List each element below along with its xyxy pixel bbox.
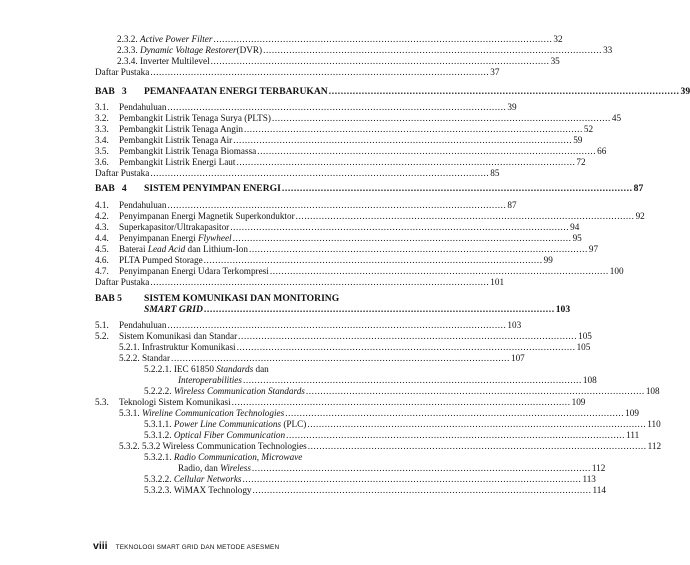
toc-entry — [144, 474, 596, 485]
toc-entry — [144, 452, 354, 463]
toc-entry-continued — [178, 463, 606, 474]
toc-title: 5.3.2 Wireless Communication Technologies — [141, 441, 307, 451]
toc-entry — [95, 135, 583, 146]
toc-page-number: 109 — [625, 408, 639, 418]
toc-number: 3.5. — [95, 146, 109, 156]
toc-title: WiMAX Technology — [173, 485, 252, 495]
toc-number: 2.3.4. — [117, 56, 138, 66]
toc-page-number: 52 — [583, 124, 594, 134]
toc-leader: ..................................................................................................................... — [328, 86, 680, 97]
toc-page-number: 110 — [647, 419, 661, 429]
toc-leader: ..................................................................................................................... — [203, 255, 543, 265]
toc-leader: ..................................................................................................................... — [307, 441, 647, 451]
chapter-title: SISTEM PENYIMPAN ENERGI — [144, 183, 281, 194]
toc-title: Standar — [141, 353, 171, 363]
toc-entry — [95, 277, 505, 288]
toc-title: Pembangkit Listrik Tenaga Biomassa — [119, 146, 257, 156]
toc-entry — [119, 353, 525, 364]
toc-page-number: 94 — [570, 222, 580, 232]
toc-number: 5.3.1.2. — [144, 430, 172, 440]
toc-entry — [95, 168, 500, 179]
toc-entry — [144, 485, 606, 496]
toc-number: 4.4. — [95, 233, 109, 243]
toc-title: Active Power Filter — [139, 34, 213, 44]
toc-title: Wireline Communication Technologies — [141, 408, 285, 418]
toc-page-number: 109 — [571, 397, 586, 407]
toc-entry — [144, 419, 661, 430]
toc-entry — [95, 233, 582, 244]
toc-leader: ..................................................................................................................... — [150, 277, 490, 287]
toc-number: 5.1. — [95, 320, 109, 330]
toc-page-number: 107 — [510, 353, 525, 363]
toc-page-number: 112 — [647, 441, 662, 451]
toc-title-suffix: dan Lithium-Ion — [185, 244, 248, 254]
toc-number: 4.3. — [95, 222, 109, 232]
toc-number: 4.6. — [95, 255, 109, 265]
toc-number: 4.1. — [95, 200, 109, 210]
chapter-title: PEMANFAATAN ENERGI TERBARUKAN — [144, 86, 328, 97]
toc-title-suffix: (DVR) — [236, 45, 263, 55]
toc-title-suffix: Wireless — [220, 463, 251, 473]
toc-title-prefix: Penyimpanan Energi — [119, 233, 198, 243]
toc-entry — [117, 45, 613, 56]
toc-page-number: 87 — [507, 200, 517, 210]
toc-page-number: 101 — [490, 277, 505, 287]
toc-entry — [95, 222, 580, 233]
toc-title: Penyimpanan Energi Magnetik Superkonduktor — [119, 211, 295, 221]
toc-page-number: 39 — [680, 86, 690, 97]
running-head: TEKNOLOGI SMART GRID DAN METODE ASESMEN — [115, 544, 280, 551]
toc-page-number: 95 — [572, 233, 582, 243]
toc-title: Lead Acid — [147, 244, 186, 254]
toc-number: 5.3. — [95, 397, 109, 407]
toc-page-number: 108 — [645, 386, 660, 396]
toc-entry — [95, 244, 599, 255]
toc-number: 4.2. — [95, 211, 109, 221]
toc-title-prefix: Baterai — [119, 244, 148, 254]
page-footer — [93, 540, 279, 552]
toc-leader: ..................................................................................................................... — [295, 211, 635, 221]
toc-leader: ..................................................................................................................... — [203, 304, 555, 315]
toc-title-prefix: IEC 61850 — [173, 364, 217, 374]
toc-leader: ..................................................................................................................... — [171, 353, 510, 363]
toc-title: Pendahuluan — [119, 320, 167, 330]
toc-title: Interoperabilities — [178, 375, 242, 385]
toc-leader: ..................................................................................................................... — [167, 320, 507, 330]
toc-title: Radio Communication, Microwave — [173, 452, 303, 462]
chapter-title: SMART GRID — [144, 304, 203, 315]
toc-entry — [95, 211, 645, 222]
toc-leader: ..................................................................................................................... — [150, 168, 490, 178]
toc-number: 5.3.2.2. — [144, 474, 172, 484]
toc-title-suffix: dan — [253, 364, 269, 374]
toc-entry — [95, 255, 553, 266]
toc-page-number: 105 — [578, 331, 592, 341]
toc-entry — [95, 67, 500, 78]
toc-leader: ..................................................................................................................... — [242, 474, 582, 484]
toc-number: 5.2. — [95, 331, 109, 341]
toc-leader: ..................................................................................................................... — [233, 135, 573, 145]
toc-entry — [95, 200, 517, 211]
toc-entry — [119, 342, 591, 353]
toc-number: 5.2.2.1. — [144, 364, 172, 374]
toc-chapter — [95, 293, 354, 304]
toc-page-number: 100 — [609, 266, 624, 276]
toc-leader: ..................................................................................................................... — [213, 34, 553, 44]
toc-leader: ..................................................................................................................... — [210, 56, 550, 66]
toc-entry — [117, 34, 563, 45]
toc-entry — [95, 146, 607, 157]
toc-page-number: 103 — [555, 304, 571, 315]
toc-number: 2.3.2. — [117, 34, 138, 44]
toc-title: Inverter Multilevel — [139, 56, 210, 66]
toc-entry — [95, 397, 586, 408]
toc-entry-continued — [178, 375, 597, 386]
toc-title: Radio, dan — [178, 463, 221, 473]
toc-number: 5.2.1. — [119, 342, 140, 352]
toc-leader: ..................................................................................................................... — [242, 375, 582, 385]
toc-entry — [95, 102, 517, 113]
toc-leader: ..................................................................................................................... — [286, 430, 626, 440]
toc-page-number: 59 — [573, 135, 583, 145]
toc-number: 5.3.1.1. — [144, 419, 172, 429]
chapter-label: BAB 3 — [95, 86, 127, 97]
toc-leader: ..................................................................................................................... — [243, 124, 583, 134]
toc-leader: ..................................................................................................................... — [230, 222, 570, 232]
toc-page-number: 66 — [597, 146, 607, 156]
toc-title: Pembangkit Listrik Tenaga Air — [119, 135, 233, 145]
toc-entry — [144, 386, 660, 397]
toc-number: 3.2. — [95, 113, 109, 123]
toc-title: Teknologi Sistem Komunikasi — [119, 397, 231, 407]
toc-chapter-continued — [144, 304, 571, 315]
toc-leader: ..................................................................................................................... — [150, 67, 490, 77]
toc-number: 5.2.2.2. — [144, 386, 172, 396]
toc-entry — [95, 320, 522, 331]
chapter-label: BAB 5 — [95, 293, 122, 304]
toc-page-number: 103 — [507, 320, 522, 330]
toc-title: Standards — [216, 364, 254, 374]
toc-title: Pembangkit Listrik Energi Laut — [119, 157, 236, 167]
toc-leader: ..................................................................................................................... — [285, 408, 625, 418]
chapter-label: BAB 4 — [95, 183, 127, 194]
toc-entry — [144, 364, 354, 375]
toc-leader: ..................................................................................................................... — [251, 463, 591, 473]
toc-title: PLTA Pumped Storage — [119, 255, 203, 265]
toc-number: 4.5. — [95, 244, 109, 254]
toc-leader: ..................................................................................................................... — [281, 183, 633, 194]
toc-page-number: 45 — [611, 113, 622, 123]
toc-leader: ..................................................................................................................... — [248, 244, 588, 254]
toc-number: 5.3.2.3. — [144, 485, 172, 495]
toc-page-number: 37 — [490, 67, 500, 77]
toc-number: 2.3.3. — [117, 45, 138, 55]
toc-number: 3.6. — [95, 157, 109, 167]
toc-page-number: 87 — [633, 183, 644, 194]
toc-page-number: 35 — [550, 56, 560, 66]
toc-number: 3.3. — [95, 124, 109, 134]
toc-leader: ..................................................................................................................... — [232, 233, 572, 243]
toc-number: 5.3.1. — [119, 408, 140, 418]
toc-entry — [95, 113, 622, 124]
toc-title: Daftar Pustaka — [95, 277, 150, 287]
toc-number: 5.3.2.1. — [144, 452, 172, 462]
toc-title: Pembangkit Listrik Tenaga Angin — [119, 124, 243, 134]
toc-entry — [95, 331, 592, 342]
toc-leader: ..................................................................................................................... — [263, 45, 603, 55]
toc-title: Cellular Networks — [173, 474, 242, 484]
toc-page-number: 97 — [588, 244, 599, 254]
toc-leader: ..................................................................................................................... — [307, 419, 647, 429]
toc-number: 3.1. — [95, 102, 109, 112]
toc-chapter — [95, 86, 690, 97]
toc-page-number: 111 — [626, 430, 640, 440]
toc-page-number: 99 — [543, 255, 553, 265]
toc-page-number: 72 — [576, 157, 586, 167]
toc-page-number: 114 — [592, 485, 606, 495]
toc-page-number: 112 — [591, 463, 606, 473]
toc-page-number: 39 — [507, 102, 517, 112]
toc-page-number: 32 — [553, 34, 563, 44]
toc-title: Pendahuluan — [119, 200, 167, 210]
toc-leader: ..................................................................................................................... — [252, 485, 592, 495]
toc-entry — [95, 157, 586, 168]
toc-title: Pendahuluan — [119, 102, 167, 112]
toc-entry — [119, 441, 662, 452]
toc-chapter — [95, 183, 644, 194]
toc-number: 5.3.2. — [119, 441, 140, 451]
toc-leader: ..................................................................................................................... — [257, 146, 597, 156]
toc-leader: ..................................................................................................................... — [238, 331, 578, 341]
toc-leader: ..................................................................................................................... — [271, 113, 611, 123]
toc-leader: ..................................................................................................................... — [167, 102, 507, 112]
toc-leader: ..................................................................................................................... — [305, 386, 645, 396]
toc-title: Infrastruktur Komunikasi — [141, 342, 236, 352]
toc-entry — [95, 266, 624, 277]
toc-number: 3.4. — [95, 135, 109, 145]
toc-number: 4.7. — [95, 266, 109, 276]
toc-title: Wireless Communication Standards — [173, 386, 305, 396]
toc-title: Daftar Pustaka — [95, 67, 150, 77]
toc-title: Pembangkit Listrik Tenaga Surya (PLTS) — [119, 113, 271, 123]
toc-entry — [117, 56, 560, 67]
toc-page-number: 105 — [576, 342, 591, 352]
toc-page-number: 85 — [490, 168, 500, 178]
toc-title: Superkapasitor/Ultrakapasitor — [119, 222, 230, 232]
toc-leader: ..................................................................................................................... — [236, 342, 576, 352]
toc-entry — [144, 430, 640, 441]
toc-title: Sistem Komunikasi dan Standar — [119, 331, 238, 341]
toc-leader: ..................................................................................................................... — [231, 397, 571, 407]
toc-page-number: 113 — [582, 474, 596, 484]
toc-entry — [119, 408, 639, 419]
folio-page-number: viii — [93, 540, 108, 552]
toc-title: Optical Fiber Communication — [173, 430, 286, 440]
toc-number: 5.2.2. — [119, 353, 140, 363]
toc-leader: ..................................................................................................................... — [269, 266, 609, 276]
toc-entry — [95, 124, 594, 135]
toc-title: Penyimpanan Energi Udara Terkompresi — [119, 266, 269, 276]
toc-title: Flywheel — [197, 233, 232, 243]
toc-title: Dynamic Voltage Restorer — [139, 45, 237, 55]
toc-page-number: 33 — [603, 45, 613, 55]
toc-title: Daftar Pustaka — [95, 168, 150, 178]
toc-page-number: 108 — [582, 375, 597, 385]
toc-title: Power Line Communications — [173, 419, 282, 429]
toc-page-number: 92 — [635, 211, 645, 221]
chapter-title: SISTEM KOMUNIKASI DAN MONITORING — [144, 293, 340, 304]
toc-leader: ..................................................................................................................... — [236, 157, 576, 167]
toc-title-suffix: (PLC) — [281, 419, 307, 429]
toc-leader: ..................................................................................................................... — [167, 200, 507, 210]
